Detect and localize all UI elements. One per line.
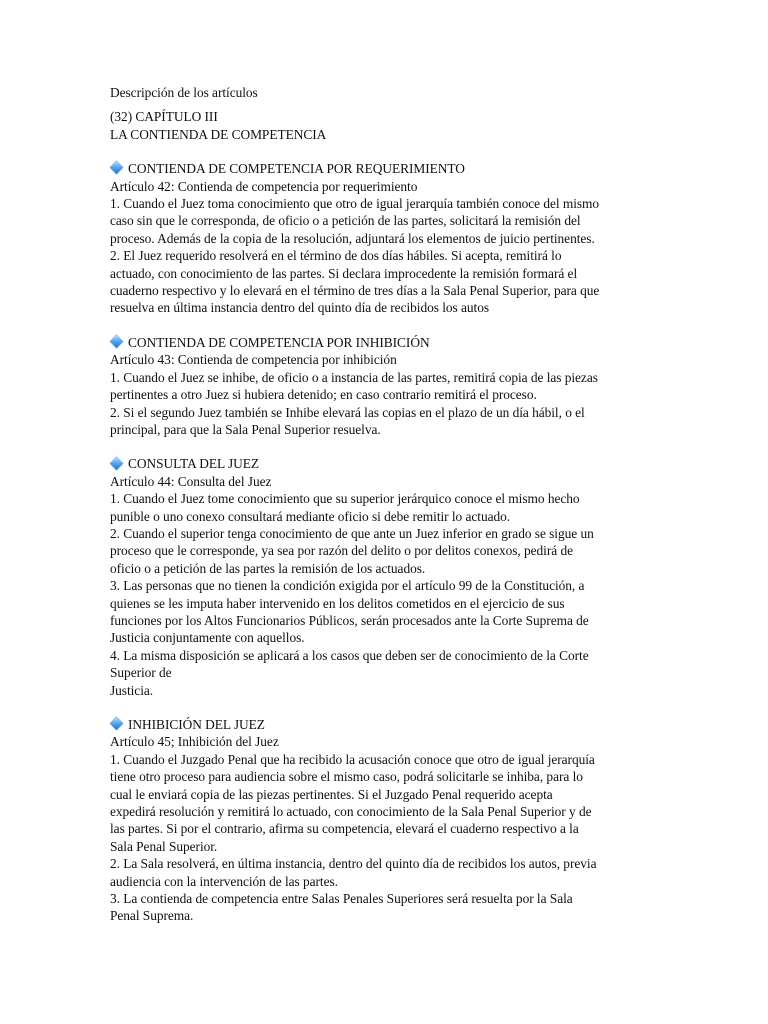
article-section: [110, 716, 655, 925]
section-heading-text: CONSULTA DEL JUEZ: [128, 456, 259, 472]
article-section: [110, 455, 655, 699]
article-text-line: principal, para que la Sala Penal Superior resuelva.: [110, 421, 381, 437]
article-text-line: Superior de: [110, 665, 172, 681]
article-text-line: 1. Cuando el Juzgado Penal que ha recibido la acusación conoce que otro de igual jerarquía: [110, 751, 595, 767]
blue-diamond-icon: [110, 335, 123, 348]
article-text-line: tiene otro proceso para audiencia sobre el mismo caso, podrá solicitarle se inhiba, para lo: [110, 769, 583, 785]
article-text-line: 1. Cuando el Juez se inhibe, de oficio o a instancia de las partes, remitirá copia de las piezas: [110, 369, 598, 385]
article-text-line: las partes. Si por el contrario, afirma su competencia, elevará el cuaderno respectivo a la: [110, 821, 579, 837]
article-text-line: funciones por los Altos Funcionarios Públicos, serán procesados ante la Corte Suprema de: [110, 612, 589, 628]
section-heading: [110, 334, 655, 351]
article-text-line: audiencia con la intervención de las partes.: [110, 873, 338, 889]
article-text-line: 3. La contienda de competencia entre Salas Penales Superiores será resuelta por la Sala: [110, 891, 573, 907]
article-text-line: caso sin que le corresponda, de oficio o a petición de las partes, solicitará la remisión del: [110, 213, 581, 229]
description-heading: Descripción de los artículos: [110, 85, 258, 100]
blue-diamond-icon: [110, 162, 123, 175]
article-text-line: cuaderno respectivo y lo elevará en el término de tres días a la Sala Penal Superior, para que: [110, 283, 600, 299]
article-text-line: Justicia conjuntamente con aquellos.: [110, 630, 305, 646]
article-title: Artículo 45; Inhibición del Juez: [110, 734, 279, 750]
article-text-line: 1. Cuando el Juez toma conocimiento que otro de igual jerarquía también conoce del mismo: [110, 196, 600, 212]
article-title: Artículo 42: Contienda de competencia por requerimiento: [110, 178, 418, 194]
article-text-line: quienes se les imputa haber intervenido en los delitos cometidos en el ejercicio de sus: [110, 595, 565, 611]
chapter-number: (32) CAPÍTULO III: [110, 109, 218, 125]
article-text-line: Sala Penal Superior.: [110, 838, 218, 854]
article-text-line: proceso que le corresponde, ya sea por razón del delito o por delitos conexos, pedirá de: [110, 543, 573, 559]
section-heading: [110, 160, 655, 177]
article-title: Artículo 44: Consulta del Juez: [110, 473, 272, 489]
section-heading-text: INHIBICIÓN DEL JUEZ: [128, 717, 265, 732]
article-text-line: 2. Cuando el superior tenga conocimiento de que ante un Juez inferior en grado se sigue un: [110, 525, 594, 541]
section-heading: [110, 716, 655, 733]
article-section: [110, 334, 655, 438]
section-heading-text: CONTIENDA DE COMPETENCIA POR REQUERIMIENTO: [128, 161, 465, 177]
article-section: [110, 160, 655, 317]
article-text-line: pertinentes a otro Juez si hubiera detenido; en caso contrario remitirá el proceso.: [110, 387, 537, 403]
article-text-line: punible o uno conexo consultará mediante oficio si debe remitir lo actuado.: [110, 508, 511, 524]
article-text-line: 2. La Sala resolverá, en última instancia, dentro del quinto día de recibidos los autos, previa: [110, 856, 597, 872]
sections-container: [110, 160, 655, 925]
article-text-line: actuado, con conocimiento de las partes. Si declara improcedente la remisión formará el: [110, 265, 578, 281]
article-text-line: cual le enviará copia de las piezas pertinentes. Si el Juzgado Penal requerido acepta: [110, 786, 553, 802]
chapter-title: LA CONTIENDA DE COMPETENCIA: [110, 126, 327, 142]
article-text-line: Penal Suprema.: [110, 908, 194, 924]
document-page: [110, 84, 655, 925]
article-text-line: 4. La misma disposición se aplicará a los casos que deben ser de conocimiento de la Corte: [110, 647, 589, 663]
article-text-line: resuelva en última instancia dentro del quinto día de recibidos los autos: [110, 300, 489, 316]
article-text-line: 2. El Juez requerido resolverá en el término de dos días hábiles. Si acepta, remitirá lo: [110, 248, 562, 264]
blue-diamond-icon: [110, 717, 123, 730]
article-text-line: proceso. Además de la copia de la resolución, adjuntará los elementos de juicio pertinentes.: [110, 230, 595, 246]
blue-diamond-icon: [110, 457, 123, 470]
article-title: Artículo 43: Contienda de competencia por inhibición: [110, 352, 397, 368]
article-text-line: Justicia.: [110, 682, 154, 698]
section-heading: [110, 455, 655, 472]
section-heading-text: CONTIENDA DE COMPETENCIA POR INHIBICIÓN: [128, 334, 430, 350]
article-text-line: 3. Las personas que no tienen la condición exigida por el artículo 99 de la Constitución, a: [110, 578, 585, 594]
article-text-line: 1. Cuando el Juez tome conocimiento que su superior jerárquico conoce el mismo hecho: [110, 491, 580, 507]
article-text-line: 2. Si el segundo Juez también se Inhibe elevará las copias en el plazo de un día hábil, o el: [110, 404, 585, 420]
article-text-line: oficio o a petición de las partes la remisión de los actuados.: [110, 560, 426, 576]
article-text-line: expedirá resolución y remitirá lo actuado, con conocimiento de la Sala Penal Superior y de: [110, 804, 592, 820]
